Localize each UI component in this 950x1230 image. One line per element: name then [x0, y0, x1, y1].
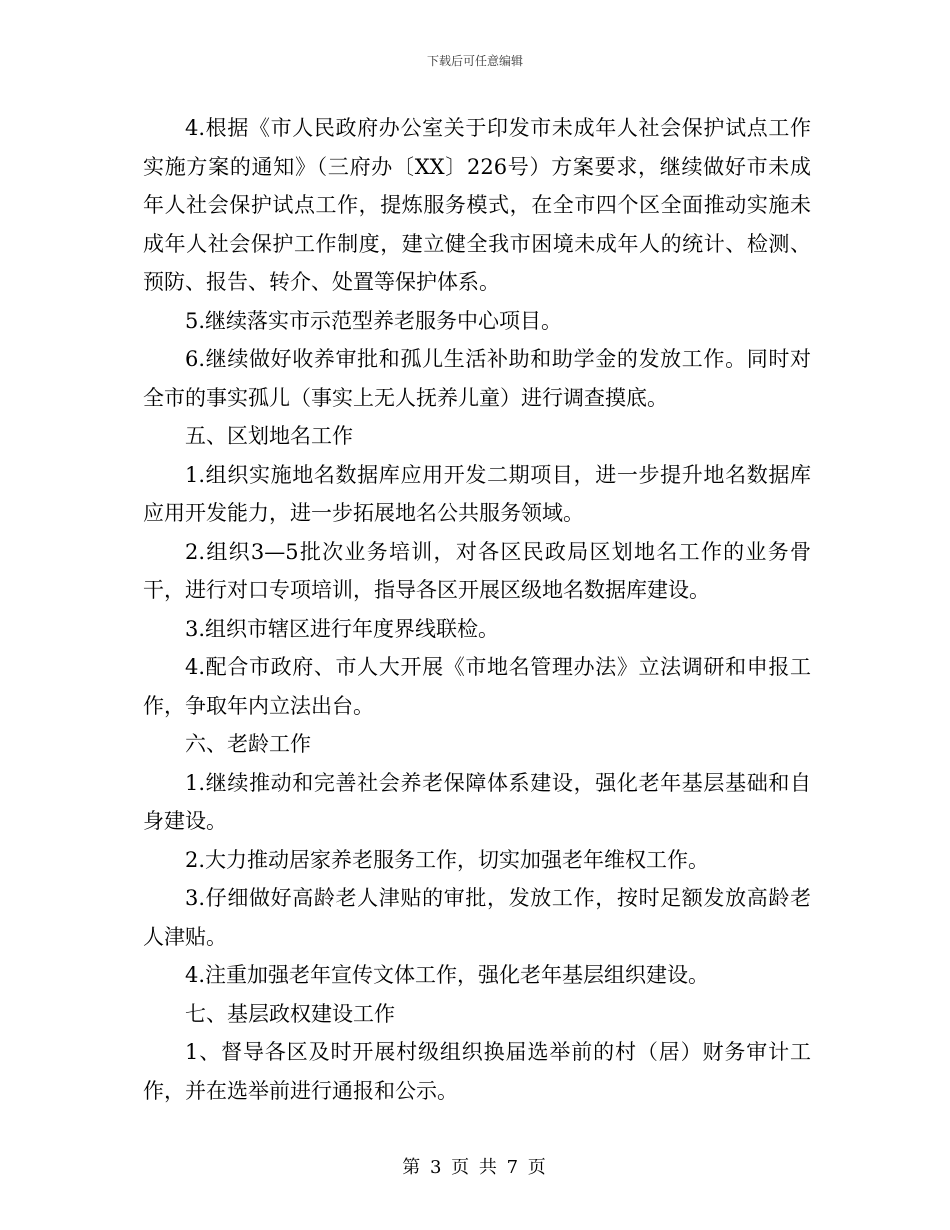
- paragraph-item-6-orphan-subsidy: 6.继续做好收养审批和孤儿生活补助和助学金的发放工作。同时对全市的事实孤儿（事实上无人抚养儿童）进行调查摸底。: [143, 347, 811, 410]
- paragraph-elderly-4: 4.注重加强老年宣传文体工作，强化老年基层组织建设。: [185, 963, 710, 987]
- paragraph-place-names-1: 1.组织实施地名数据库应用开发二期项目，进一步提升地名数据库应用开发能力，进一步拓展地名公共服务领域。: [143, 462, 811, 525]
- paragraph-grassroots-1: 1、督导各区及时开展村级组织换届选举前的村（居）财务审计工作，并在选举前进行通报和公示。: [143, 1040, 811, 1103]
- paragraph-place-names-3: 3.组织市辖区进行年度界线联检。: [185, 616, 500, 641]
- paragraph-elderly-2: 2.大力推动居家养老服务工作，切实加强老年维权工作。: [185, 847, 710, 872]
- paragraph-item-4-minor-protection: 4.根据《市人民政府办公室关于印发市未成年人社会保护试点工作实施方案的通知》（三府办〔XX〕226号）方案要求，继续做好市未成年人社会保护试点工作，提炼服务模式，在全市四个区全面推动实施未成年人社会保护工作制度，建立健全我市困境未成年人的统计、检测、预防、报告、转介、处置等保护体系。: [143, 116, 811, 294]
- paragraph-elderly-1: 1.继续推动和完善社会养老保障体系建设，强化老年基层基础和自身建设。: [143, 770, 811, 833]
- paragraph-elderly-3: 3.仔细做好高龄老人津贴的审批，发放工作，按时足额发放高龄老人津贴。: [143, 886, 811, 949]
- paragraph-item-5-elderly-center: 5.继续落实市示范型养老服务中心项目。: [185, 308, 563, 333]
- page-number: 第 3 页 共 7 页: [402, 1157, 548, 1178]
- paragraph-place-names-4: 4.配合市政府、市人大开展《市地名管理办法》立法调研和申报工作，争取年内立法出台。: [143, 655, 811, 718]
- section-heading-place-names: 五、区划地名工作: [185, 424, 353, 448]
- header-note: 下载后可任意编辑: [426, 54, 523, 68]
- document-body: [143, 109, 811, 1110]
- section-heading-elderly: 六、老龄工作: [185, 732, 311, 756]
- paragraph-place-names-2: 2.组织3—5批次业务培训，对各区民政局区划地名工作的业务骨干，进行对口专项培训，指导各区开展区级地名数据库建设。: [143, 539, 811, 602]
- section-heading-grassroots: 七、基层政权建设工作: [185, 1001, 395, 1026]
